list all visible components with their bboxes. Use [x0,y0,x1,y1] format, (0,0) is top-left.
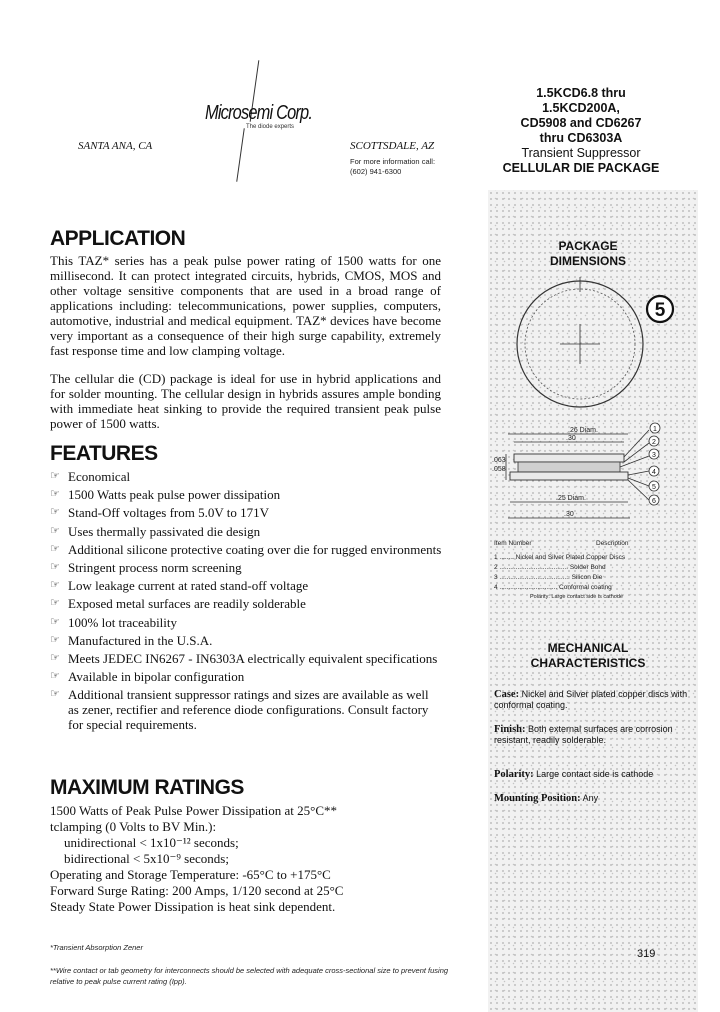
feature-item: ☞ Manufactured in the U.S.A. [50,632,213,648]
feature-item: ☞ 1500 Watts peak pulse power dissipation [50,487,281,503]
feature-item: ☞ Available in bipolar configuration [50,669,245,685]
page-number: 319 [637,948,656,960]
callout-6-number: 6 [652,498,656,505]
mech-finish: Finish: Both external surfaces are corrosion resistant, readily solderable. [494,724,673,745]
info-line-1: For more information call: [350,157,436,166]
pointing-hand-icon: ☞ [50,542,60,555]
features-list [50,469,442,735]
title-line: thru CD6303A [539,131,623,145]
dim-side1-label: .063 [492,457,506,464]
pointing-hand-icon: ☞ [50,670,60,683]
feature-item: ☞ Stringent process norm screening [50,559,242,575]
mech-case: Case: Nickel and Silver plated copper discs with conformal coating. [494,689,688,710]
legend-item: 1 ........ Nickel and Silver Plated Copper Discs [494,554,626,561]
feature-item: ☞ Additional silicone protective coating over die for rugged environments [50,541,442,557]
rating-line: 1500 Watts of Peak Pulse Power Dissipation at 25°C** [50,803,338,818]
logo-tagline: The diode experts [246,124,295,130]
feature-item: ☞ Additional transient suppressor ratings and sizes are available as well as zener, rectifier and reference diode configurations. Consult factory for special requirements. [50,687,429,733]
pointing-hand-icon: ☞ [50,633,60,646]
dim-top-label: .26 Diam. [568,427,598,434]
legend-item: 2 ...................................... Solder Bond [494,564,606,571]
footnote-2: **Wire contact or tab geometry for interconnects should be selected with adequate cross-sectional size to prevent fusing relative to peak pulse current rating (Ipp). [50,966,449,986]
callout-4-number: 4 [652,469,656,476]
feature-item: ☞ Exposed metal surfaces are readily solderable [50,596,306,612]
pointing-hand-icon: ☞ [50,651,60,664]
package-dimensions-heading: PACKAGE DIMENSIONS [549,239,626,268]
pointing-hand-icon: ☞ [50,506,60,519]
application-paragraph-2: The cellular die (CD) package is ideal for use in hybrid applications and for solder mounting. The cellular design in hybrids assures ample bonding with immediate heat sinking to provide the required transient peak pulse power of 1500 watts. [50,371,441,431]
feature-item: ☞ Uses thermally passivated die design [50,523,261,539]
rating-line: unidirectional < 1x10⁻¹² seconds; [64,835,239,850]
dim-bottom2-label: .30 [564,511,574,518]
city-right: SCOTTSDALE, AZ [350,140,435,152]
section-badge-number: 5 [654,300,666,321]
features-heading: FEATURES [50,442,158,465]
info-line-2: (602) 941-6300 [350,167,402,176]
pointing-hand-icon: ☞ [50,524,60,537]
company-logo: Microsemi Corp. [205,102,313,124]
dim-side2-label: .058 [492,466,506,473]
feature-item: ☞ Meets JEDEC IN6267 - IN6303A electrically equivalent specifications [50,650,438,666]
package-drawing [488,272,698,552]
pointing-hand-icon: ☞ [50,560,60,573]
application-heading: APPLICATION [50,227,186,250]
title-subtitle: Transient Suppressor [521,146,641,160]
legend-item: 3 ....................................... Silicon Die [494,574,603,581]
top-disc [514,454,624,462]
title-line: 1.5KCD200A, [542,101,620,115]
callout-1-number: 1 [653,426,657,433]
callout-2-number: 2 [652,439,656,446]
application-paragraph-1: This TAZ* series has a peak pulse power rating of 1500 watts for one millisecond. It can protect integrated circuits, hybrids, CMOS, MOS and other voltage sensitive components that are used in a broad range of applications including: telecommunications, power supplies, computers, automotive, industrial and medical equipment. TAZ* devices have become very important as a consequence of their high surge capability, extremely fast response time and low clamping voltage. [50,253,441,358]
feature-item: ☞ 100% lot traceability [50,614,178,630]
callout-5-number: 5 [652,484,656,491]
pointing-hand-icon: ☞ [50,688,60,701]
footnote-1: *Transient Absorption Zener [50,943,143,952]
feature-item: ☞ Economical [50,469,131,484]
ratings-heading: MAXIMUM RATINGS [50,776,244,799]
bottom-disc [510,472,628,480]
legend-note: Polarity: Large contact side is cathode [530,594,623,600]
rating-line: bidirectional < 5x10⁻⁹ seconds; [64,851,229,866]
mech-mounting: Mounting Position: Any [494,793,599,804]
title-line: CD5908 and CD6267 [520,116,642,130]
mechanical-heading: MECHANICAL CHARACTERISTICS [530,641,646,670]
feature-item: ☞ Stand-Off voltages from 5.0V to 171V [50,505,269,521]
die-layer [518,462,620,472]
pointing-hand-icon: ☞ [50,488,60,501]
dim-top2-label: .30 [566,435,576,442]
rating-line: Steady State Power Dissipation is heat sink dependent. [50,899,336,914]
pointing-hand-icon: ☞ [50,579,60,592]
city-left: SANTA ANA, CA [78,140,153,152]
title-package: CELLULAR DIE PACKAGE [502,161,660,175]
logo-slash-bottom [236,128,245,182]
pointing-hand-icon: ☞ [50,470,60,482]
rating-line: Operating and Storage Temperature: -65°C to +175°C [50,867,331,882]
pointing-hand-icon: ☞ [50,615,60,628]
dim-bottom-label: .25 Diam. [556,495,586,502]
product-title-block [476,86,686,176]
feature-item: ☞ Low leakage current at rated stand-off voltage [50,578,309,594]
legend-item: 4 ................................ Conformal coating [494,584,612,591]
pointing-hand-icon: ☞ [50,597,60,610]
title-line: 1.5KCD6.8 thru [536,86,626,100]
callout-3-number: 3 [652,452,656,459]
ratings-block [50,803,450,915]
legend-head-left: Item Number [494,540,532,547]
rating-line: Forward Surge Rating: 200 Amps, 1/120 second at 25°C [50,883,344,898]
rating-line: tclamping (0 Volts to BV Min.): [50,819,217,834]
legend-head-right: Description [596,540,629,547]
mech-polarity: Polarity: Large contact side is cathode [494,769,654,780]
